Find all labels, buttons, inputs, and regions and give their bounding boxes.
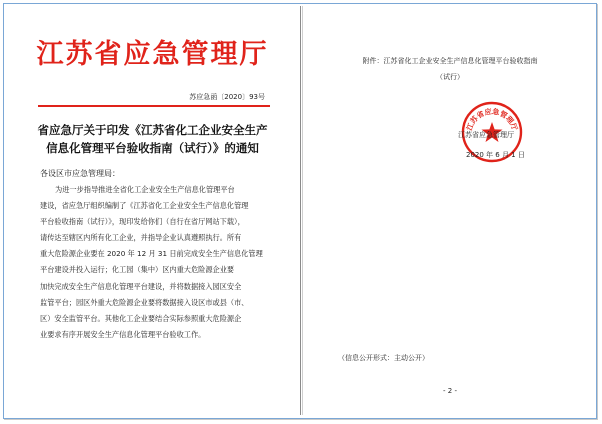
right-page [304,6,596,415]
left-page [6,6,299,415]
body-line: 业要求有序开展安全生产信息化管理平台验收工作。 [40,329,206,339]
page-spine-shadow [302,6,303,415]
greeting: 各设区市应急管理局： [40,169,120,178]
body-line: 建设，省应急厅组织编制了《江苏省化工企业安全生产信息化管理 [40,201,249,211]
seal-text: 江苏省应急管理厅 [464,106,520,132]
page-spine [300,6,301,415]
document-number: 苏应急函〔2020〕93号 [189,93,265,101]
notice-title-line-1: 省应急厅关于印发《江苏省化工企业安全生产 [37,123,268,137]
notice-title-line-2: 信息化管理平台验收指南（试行）》的通知 [46,141,259,155]
body-line: 监管平台；园区外重大危险源企业要将数据接入设区市或县（市、 [40,297,249,307]
document-header: 江苏省应急管理厅 [36,39,269,70]
disclosure-note: （信息公开形式：主动公开） [338,354,429,362]
notice-body [40,182,274,343]
body-line: 重大危险源企业要在 2020 年 12 月 31 日前完成安全生产信息化管理 [40,249,263,259]
body-line: 区）安全监管平台。其他化工企业要结合实际参照重大危险源企 [40,313,242,323]
issue-date: 2020 年 6 月 1 日 [466,151,525,159]
issuer-name: 江苏省应急管理厅 [458,131,514,139]
page-number: - 2 - [443,387,457,395]
body-line: 请传达至辖区内所有化工企业，并指导企业认真遵照执行。所有 [40,233,242,243]
body-line: 加快完成安全生产信息化管理平台建设，并将数据接入园区安全 [40,281,242,291]
body-line: 平台建设并投入运行；化工园（集中）区内重大危险源企业要 [40,265,235,275]
body-line: 为进一步指导推进全省化工企业安全生产信息化管理平台 [55,185,235,194]
body-line: 平台验收指南（试行）》，现印发给你们（自行在省厅网站下载）， [40,217,245,227]
attachment-trial-note: （试行） [436,73,464,81]
attachment-title: 附件：江苏省化工企业安全生产信息化管理平台验收指南 [362,57,538,65]
header-red-rule [38,105,270,107]
